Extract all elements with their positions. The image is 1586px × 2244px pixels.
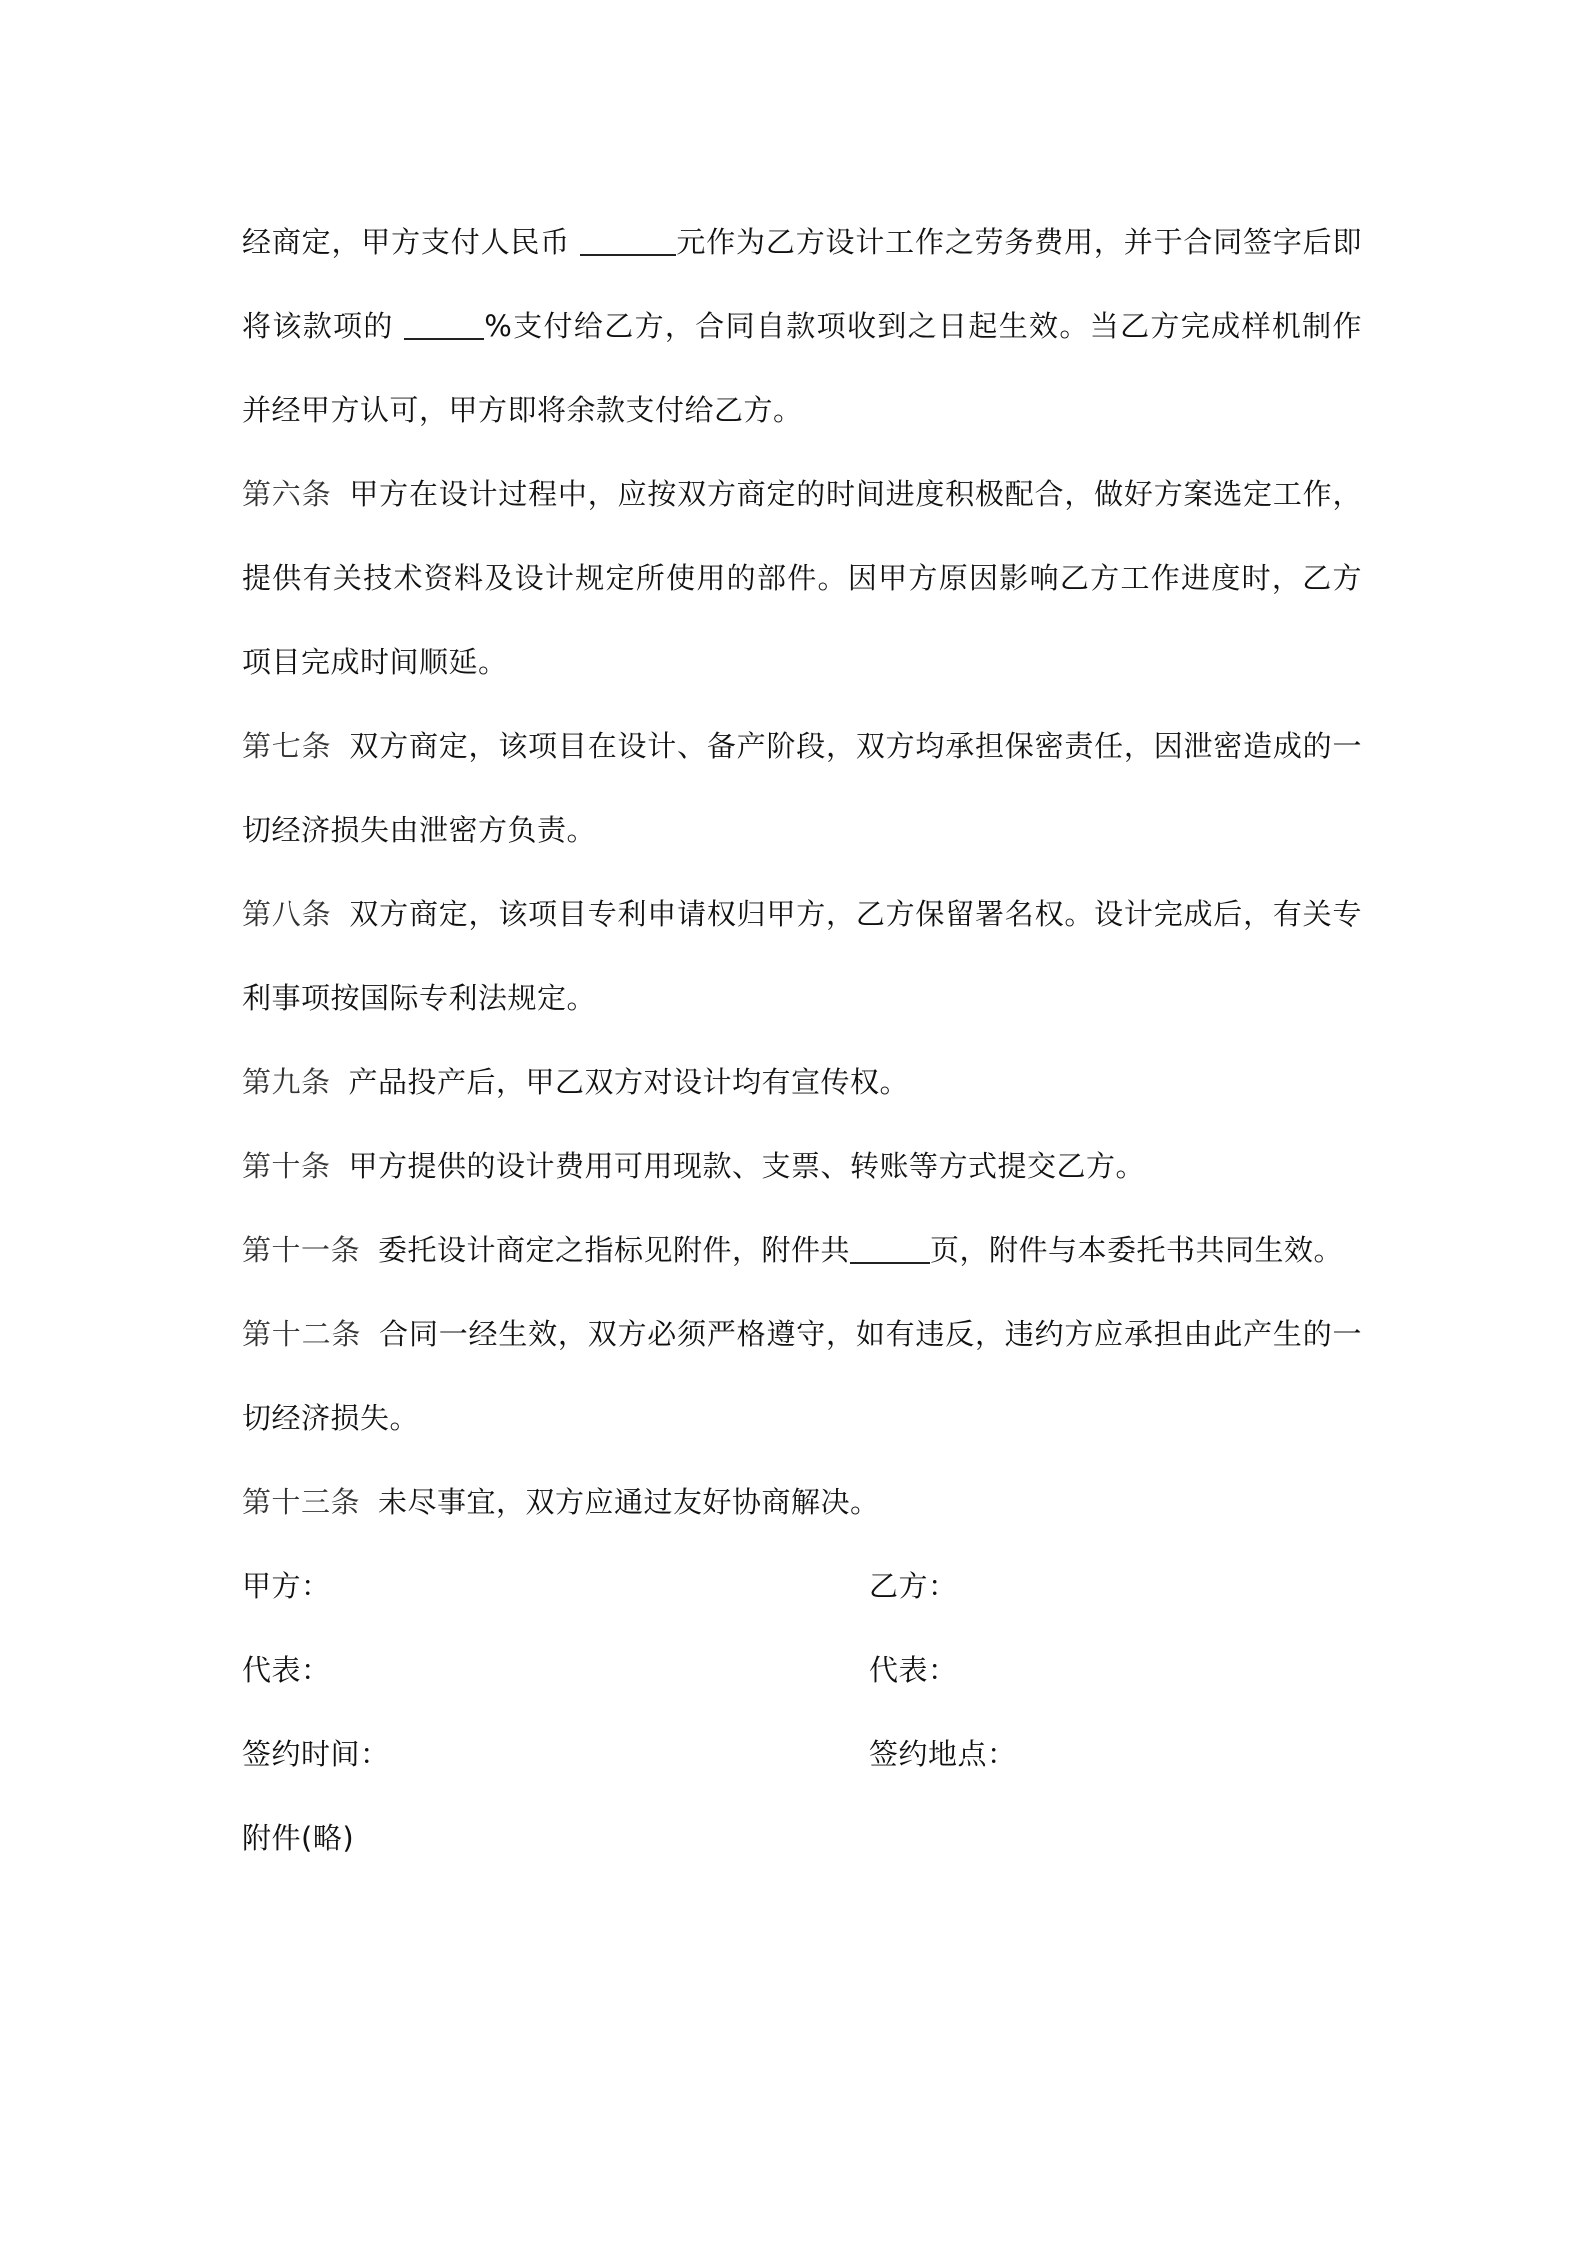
clause-label: 第十一条: [242, 1233, 361, 1267]
clause-11-text-1: 委托设计商定之指标见附件，附件共: [378, 1233, 851, 1267]
clause-text: 未尽事宜，双方应通过友好协商解决。: [378, 1485, 880, 1519]
signature-row-time-place: [242, 1712, 1362, 1796]
signing-time-label: 签约时间：: [242, 1737, 390, 1771]
clause-label: 第十二条: [242, 1317, 362, 1351]
clause-11: [242, 1208, 1362, 1292]
clause-text: 合同一经生效，双方必须严格遵守，如有违反，违约方应承担由此产生的一切经济损失。: [242, 1317, 1362, 1435]
party-b-label: 乙方：: [869, 1569, 958, 1603]
clause-11-text-2: 页，附件与本委托书共同生效。: [930, 1233, 1344, 1267]
clause-text: 甲方在设计过程中，应按双方商定的时间进度积极配合，做好方案选定工作，提供有关技术资料及设计规定所使用的部件。因甲方原因影响乙方工作进度时，乙方项目完成时间顺延。: [242, 477, 1362, 679]
signature-row-representatives: [242, 1628, 1362, 1712]
clause-text: 双方商定，该项目在设计、备产阶段，双方均承担保密责任，因泄密造成的一切经济损失由泄密方负责。: [242, 729, 1362, 847]
clause-8: [242, 872, 1362, 1040]
contract-body: [242, 200, 1362, 1880]
attachment-note: 附件(略): [242, 1821, 355, 1855]
clause-7: [242, 704, 1362, 872]
clause-text: 双方商定，该项目专利申请权归甲方，乙方保留署名权。设计完成后，有关专利事项按国际专利法规定。: [242, 897, 1362, 1015]
clause-5-text-1: 经商定，甲方支付人民币: [242, 225, 581, 259]
clause-10: [242, 1124, 1362, 1208]
percent-blank: [404, 308, 484, 340]
clause-text: 甲方提供的设计费用可用现款、支票、转账等方式提交乙方。: [348, 1149, 1146, 1183]
clause-5-continuation: [242, 200, 1362, 452]
clause-label: 第六条: [242, 477, 332, 511]
party-b-representative-label: 代表：: [869, 1653, 958, 1687]
clause-13: [242, 1460, 1362, 1544]
party-a-representative-label: 代表：: [242, 1653, 331, 1687]
party-a-label: 甲方：: [242, 1569, 331, 1603]
clause-9: [242, 1040, 1362, 1124]
clause-6: [242, 452, 1362, 704]
clause-label: 第九条: [242, 1065, 331, 1099]
clause-5-text-3: %支付给乙方，合同自款项收到之日起生效。当乙方完成样机制作并经甲方认可，甲方即将余款支付给乙方。: [242, 309, 1363, 427]
clause-5-text-2: 元作为乙方设计工作之劳务费用，并于合同签字后即将该款项的: [242, 225, 1362, 343]
clause-text: 产品投产后，甲乙双方对设计均有宣传权。: [348, 1065, 910, 1099]
pages-blank: [850, 1232, 930, 1264]
clause-label: 第十三条: [242, 1485, 361, 1519]
clause-label: 第七条: [242, 729, 332, 763]
clause-label: 第八条: [242, 897, 332, 931]
signature-row-parties: [242, 1544, 1362, 1628]
clause-12: [242, 1292, 1362, 1460]
clause-label: 第十条: [242, 1149, 331, 1183]
signing-place-label: 签约地点：: [869, 1737, 1017, 1771]
amount-blank: [580, 224, 676, 256]
